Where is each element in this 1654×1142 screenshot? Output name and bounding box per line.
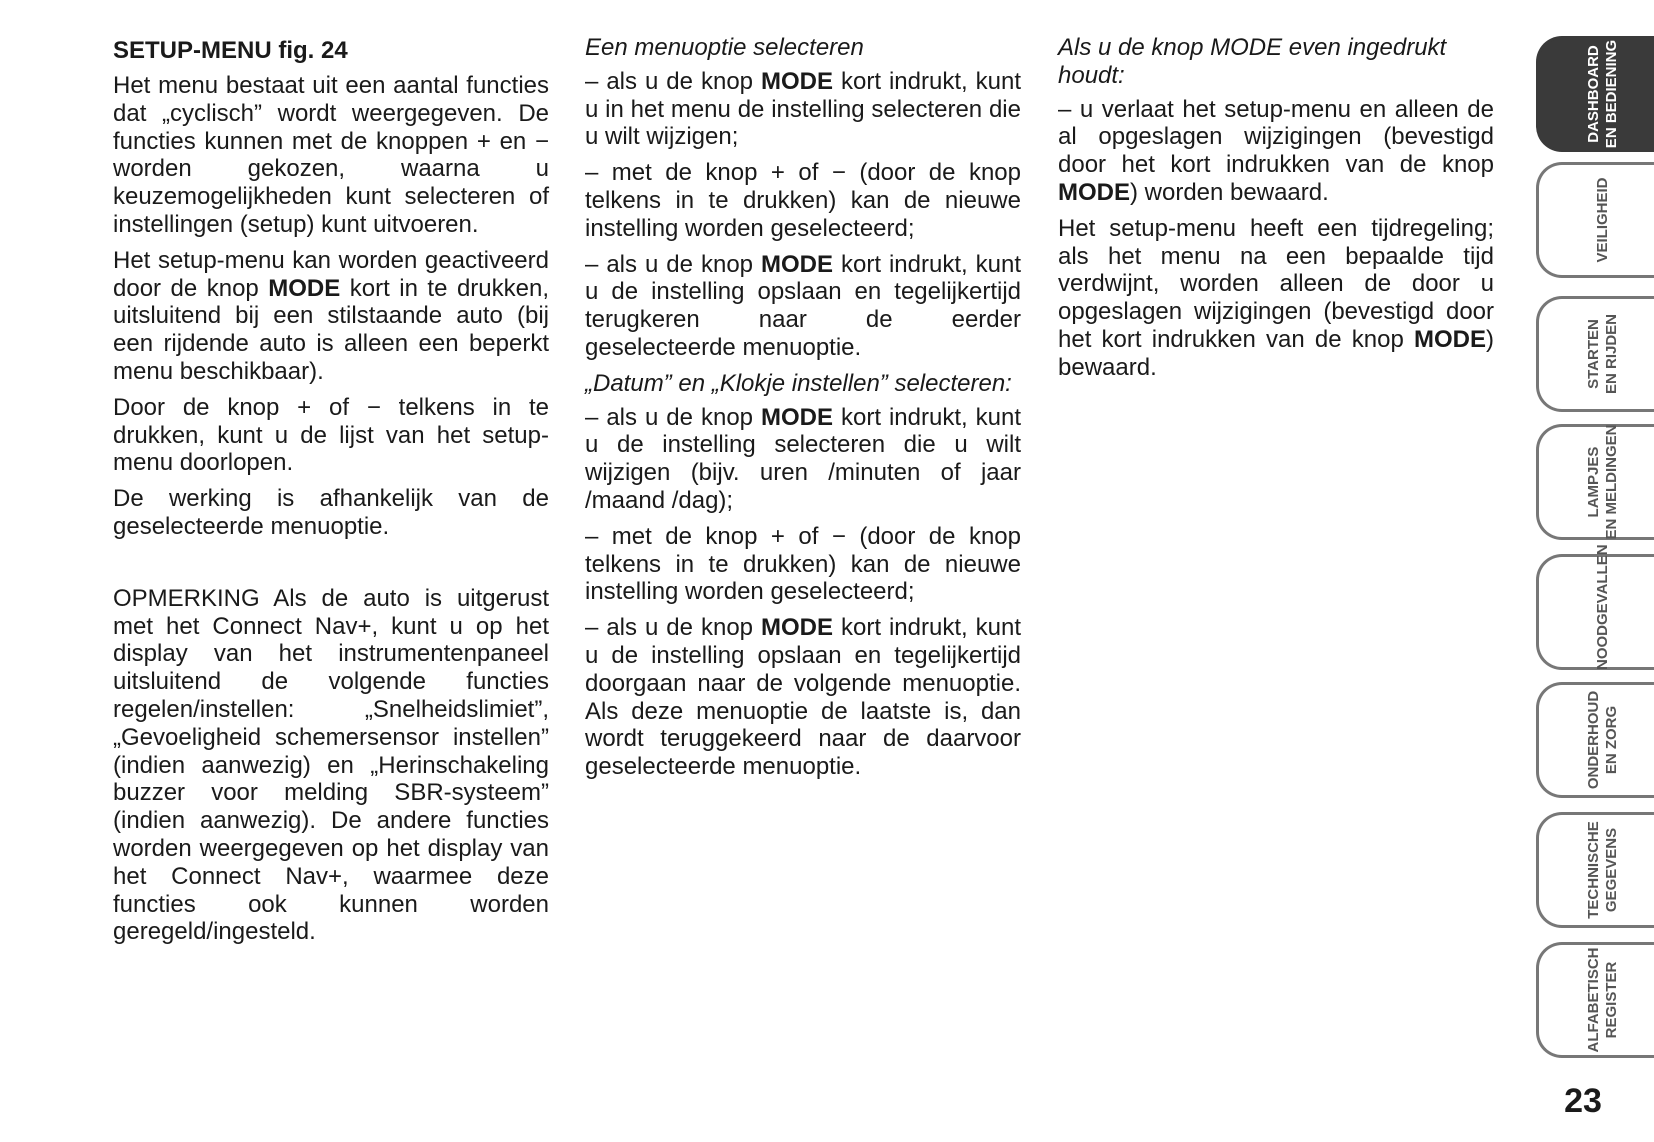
paragraph: Het menu bestaat uit een aantal functies dat „cyclisch” wordt weergegeven. De functies kunnen met de knoppen + en − worden gekozen, waarna u keuzemogelijkheden kunt selecteren of instellingen (setup) kunt uitvoeren. xyxy=(113,72,549,238)
paragraph: Door de knop + of − telkens in te drukken, kunt u de lijst van het setup-menu doorlopen. xyxy=(113,393,549,477)
mode-keyword: MODE xyxy=(1414,325,1486,353)
mode-keyword: MODE xyxy=(761,67,833,95)
subheading: Als u de knop MODE even ingedrukt houdt: xyxy=(1058,34,1447,89)
paragraph: De werking is afhankelijk van de geselecteerde menuoptie. xyxy=(113,485,549,540)
tab-noodgevallen[interactable]: NOODGEVALLEN xyxy=(1536,554,1654,670)
subheading: „Datum” en „Klokje instellen” selecteren: xyxy=(585,369,1012,397)
mode-keyword: MODE xyxy=(268,274,341,302)
column-middle xyxy=(585,34,1021,789)
mode-keyword: MODE xyxy=(761,614,833,642)
mode-keyword: MODE xyxy=(761,250,833,278)
tab-starten-en-rijden[interactable]: STARTEN EN RIJDEN xyxy=(1536,296,1654,412)
subheading: Een menuoptie selecteren xyxy=(585,34,864,61)
column-left xyxy=(113,34,549,954)
list-item: – als u de knop MODE kort indrukt, kunt u de instelling opslaan en tegelijkertijd terugkeren naar de eerder geselecteerde menuoptie. xyxy=(585,250,1022,361)
list-item: – met de knop + of − (door de knop telkens in te drukken) kan de nieuwe instelling worden geselecteerd; xyxy=(585,522,1021,606)
note-paragraph: OPMERKING Als de auto is uitgerust met het Connect Nav+, kunt u op het display van het instrumentenpaneel uitsluitend de volgende functies regelen/instellen: „Snelheidslimiet”, „Gevoeligheid schemersensor instellen” (indien aanwezig) en „Herinschakeling buzzer voor melding SBR-systeem” (indien aanwezig). De andere functies worden weergegeven op het display van het Connect Nav+, waarmee deze functies ook kunnen worden geregeld/ingesteld. xyxy=(113,584,549,946)
chapter-tabs xyxy=(1528,0,1654,1142)
mode-keyword: MODE xyxy=(1058,178,1130,206)
tab-lampjes-en-meldingen[interactable]: LAMPJES EN MELDINGEN xyxy=(1536,424,1654,540)
tab-dashboard-en-bediening[interactable]: DASHBOARD EN BEDIENING xyxy=(1536,36,1654,152)
section-heading: SETUP-MENU fig. 24 xyxy=(113,37,348,64)
tab-veiligheid[interactable]: VEILIGHEID xyxy=(1536,162,1654,278)
column-right xyxy=(1058,34,1494,390)
paragraph: Het setup-menu kan worden geactiveerd door de knop MODE kort in te drukken, uitsluitend bij een stilstaande auto (bij een rijdende auto is alleen een beperkt menu beschikbaar). xyxy=(113,246,549,385)
list-item: – als u de knop MODE kort indrukt, kunt u in het menu de instelling selecteren die u wilt wijzigen; xyxy=(585,67,1022,151)
tab-onderhoud-en-zorg[interactable]: ONDERHOUD EN ZORG xyxy=(1536,682,1654,798)
tab-technische-gegevens[interactable]: TECHNISCHE GEGEVENS xyxy=(1536,812,1654,928)
list-item: – u verlaat het setup-menu en alleen de al opgeslagen wijzigingen (bevestigd door het kort indrukken van de knop MODE) worden bewaard. xyxy=(1058,95,1494,206)
tab-alfabetisch-register[interactable]: ALFABETISCH REGISTER xyxy=(1536,942,1654,1058)
list-item: – als u de knop MODE kort indrukt, kunt u de instelling opslaan en tegelijkertijd doorgaan naar de volgende menuoptie. Als deze menuoptie de laatste is, dan wordt teruggekeerd naar de daarvoor geselecteerde menuoptie. xyxy=(585,614,1022,781)
list-item: – als u de knop MODE kort indrukt, kunt u de instelling selecteren die u wilt wijzigen (bijv. uren /minuten of jaar /maand /dag); xyxy=(585,403,1022,514)
list-item: – met de knop + of − (door de knop telkens in te drukken) kan de nieuwe instelling worden geselecteerd; xyxy=(585,159,1021,242)
mode-keyword: MODE xyxy=(761,403,833,431)
paragraph: Het setup-menu heeft een tijdregeling; als het menu na een bepaalde tijd verdwijnt, worden alleen de door u opgeslagen wijzigingen (bevestigd door het kort indrukken van de knop MODE) bewaard. xyxy=(1058,214,1494,381)
page-number: 23 xyxy=(1564,1082,1602,1120)
